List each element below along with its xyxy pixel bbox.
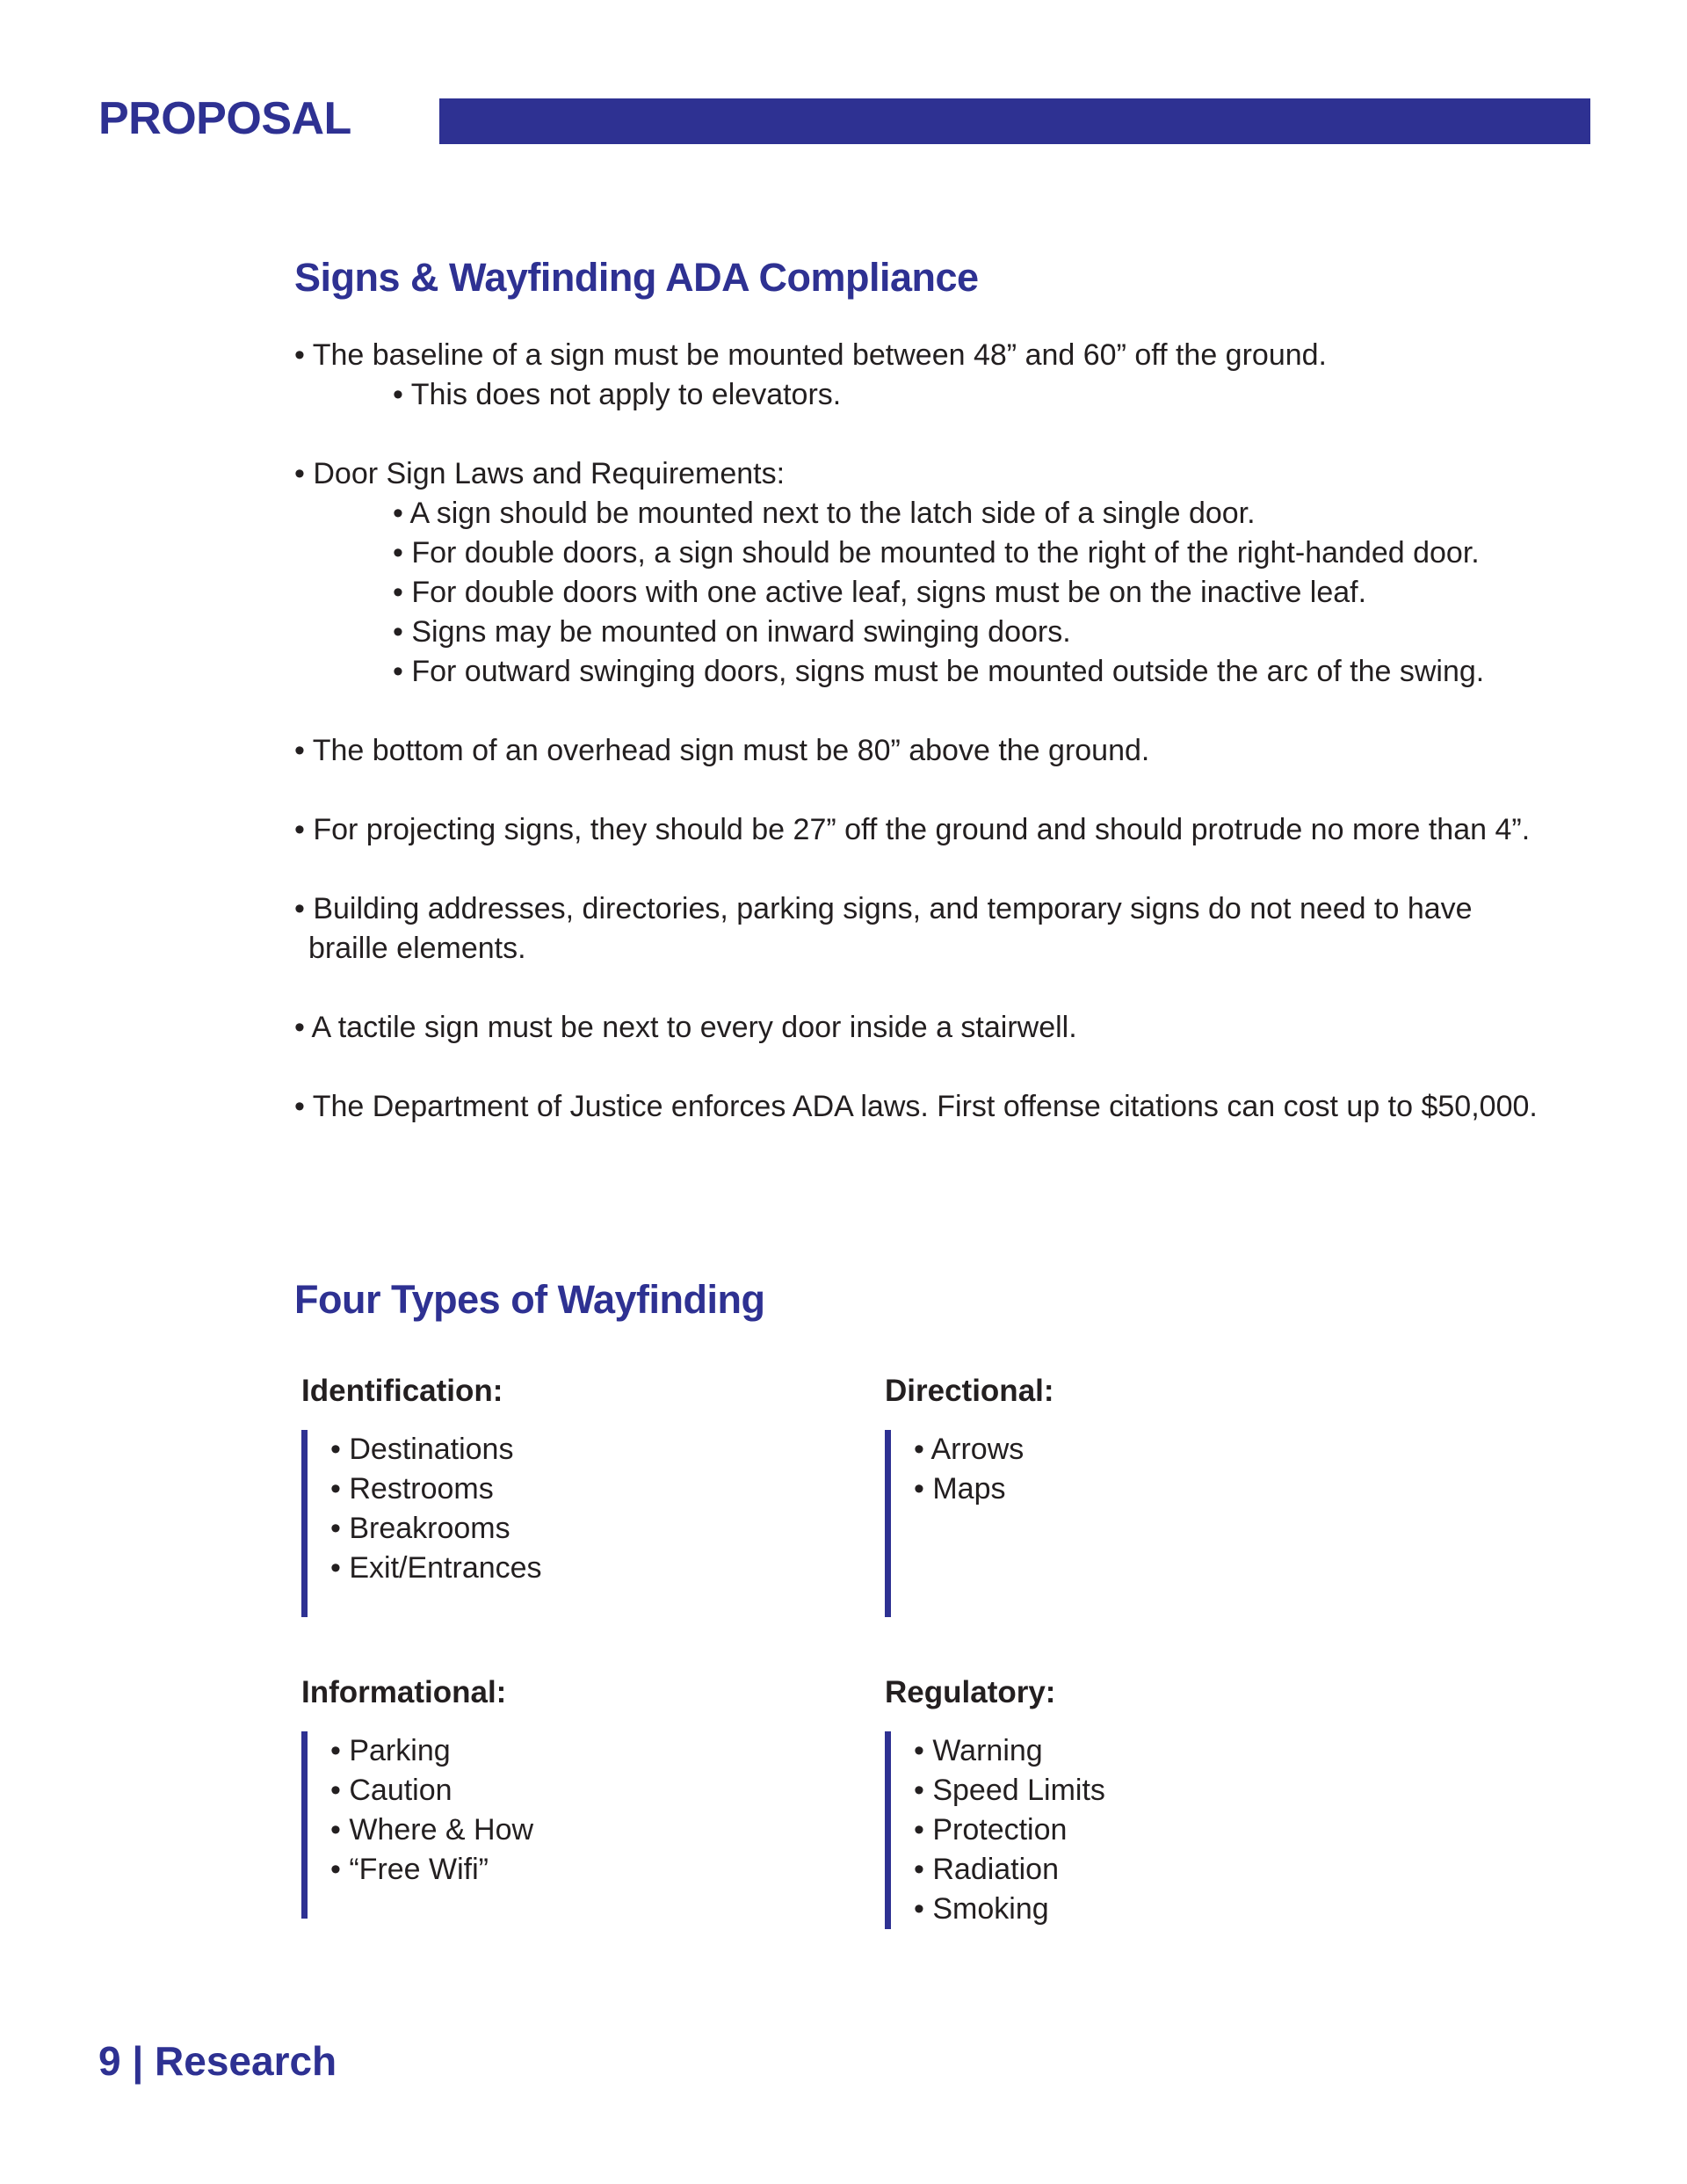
wayfinding-type-regulatory	[885, 1672, 1412, 1929]
list-item: • Caution	[330, 1774, 453, 1807]
list-item: • Destinations	[330, 1433, 514, 1466]
compliance-line: • Door Sign Laws and Requirements:	[294, 457, 786, 490]
list-item: • Exit/Entrances	[330, 1551, 542, 1585]
compliance-subline: • For double doors, a sign should be mounted to the right of the right-handed door.	[393, 536, 1480, 570]
list-item: • Parking	[330, 1734, 451, 1767]
type-list	[885, 1430, 1412, 1617]
spacer	[294, 850, 1612, 889]
compliance-line-continuation: braille elements.	[308, 932, 526, 965]
list-item: • Smoking	[914, 1892, 1049, 1926]
page-footer: 9 | Research	[98, 2038, 337, 2084]
wayfinding-section-title: Four Types of Wayfinding	[294, 1277, 765, 1322]
compliance-list	[294, 336, 1612, 1127]
list-item: • Speed Limits	[914, 1774, 1105, 1807]
spacer	[294, 692, 1612, 731]
compliance-section-title: Signs & Wayfinding ADA Compliance	[294, 255, 979, 300]
compliance-line: • Building addresses, directories, parking signs, and temporary signs do not need to have	[294, 892, 1473, 925]
type-list	[301, 1430, 829, 1617]
wayfinding-type-informational	[301, 1672, 829, 1919]
list-item: • Warning	[914, 1734, 1043, 1767]
spacer	[294, 969, 1612, 1008]
wayfinding-type-identification	[301, 1371, 829, 1617]
compliance-subline: • For double doors with one active leaf, signs must be on the inactive leaf.	[393, 576, 1367, 609]
spacer	[294, 415, 1612, 454]
compliance-subline: • A sign should be mounted next to the latch side of a single door.	[393, 497, 1256, 530]
compliance-line: • A tactile sign must be next to every door inside a stairwell.	[294, 1011, 1077, 1044]
wayfinding-type-directional	[885, 1371, 1412, 1617]
type-heading: Identification:	[301, 1374, 503, 1408]
compliance-subline: • This does not apply to elevators.	[393, 378, 842, 411]
list-item: • Radiation	[914, 1853, 1060, 1886]
list-item: • Maps	[914, 1472, 1006, 1506]
list-item: • Breakrooms	[330, 1512, 510, 1545]
spacer	[294, 771, 1612, 810]
list-item: • Restrooms	[330, 1472, 494, 1506]
list-item: • Arrows	[914, 1433, 1025, 1466]
type-heading: Informational:	[301, 1675, 507, 1709]
type-list	[885, 1731, 1412, 1929]
compliance-subline: • For outward swinging doors, signs must be mounted outside the arc of the swing.	[393, 655, 1485, 688]
page-header-title: PROPOSAL	[98, 93, 351, 144]
compliance-line: • The baseline of a sign must be mounted between 48” and 60” off the ground.	[294, 338, 1327, 372]
type-heading: Regulatory:	[885, 1675, 1056, 1709]
list-item: • Where & How	[330, 1813, 534, 1847]
page-header-bar	[439, 98, 1590, 144]
list-item: • Protection	[914, 1813, 1068, 1847]
list-item: • “Free Wifi”	[330, 1853, 489, 1886]
compliance-subline: • Signs may be mounted on inward swinging doors.	[393, 615, 1071, 649]
type-list	[301, 1731, 829, 1919]
spacer	[294, 1048, 1612, 1087]
compliance-line: • The bottom of an overhead sign must be 80” above the ground.	[294, 734, 1150, 767]
compliance-line: • For projecting signs, they should be 27” off the ground and should protrude no more than 4”.	[294, 813, 1531, 846]
type-heading: Directional:	[885, 1374, 1054, 1408]
compliance-line: • The Department of Justice enforces ADA laws. First offense citations can cost up to $50,000.	[294, 1090, 1538, 1123]
